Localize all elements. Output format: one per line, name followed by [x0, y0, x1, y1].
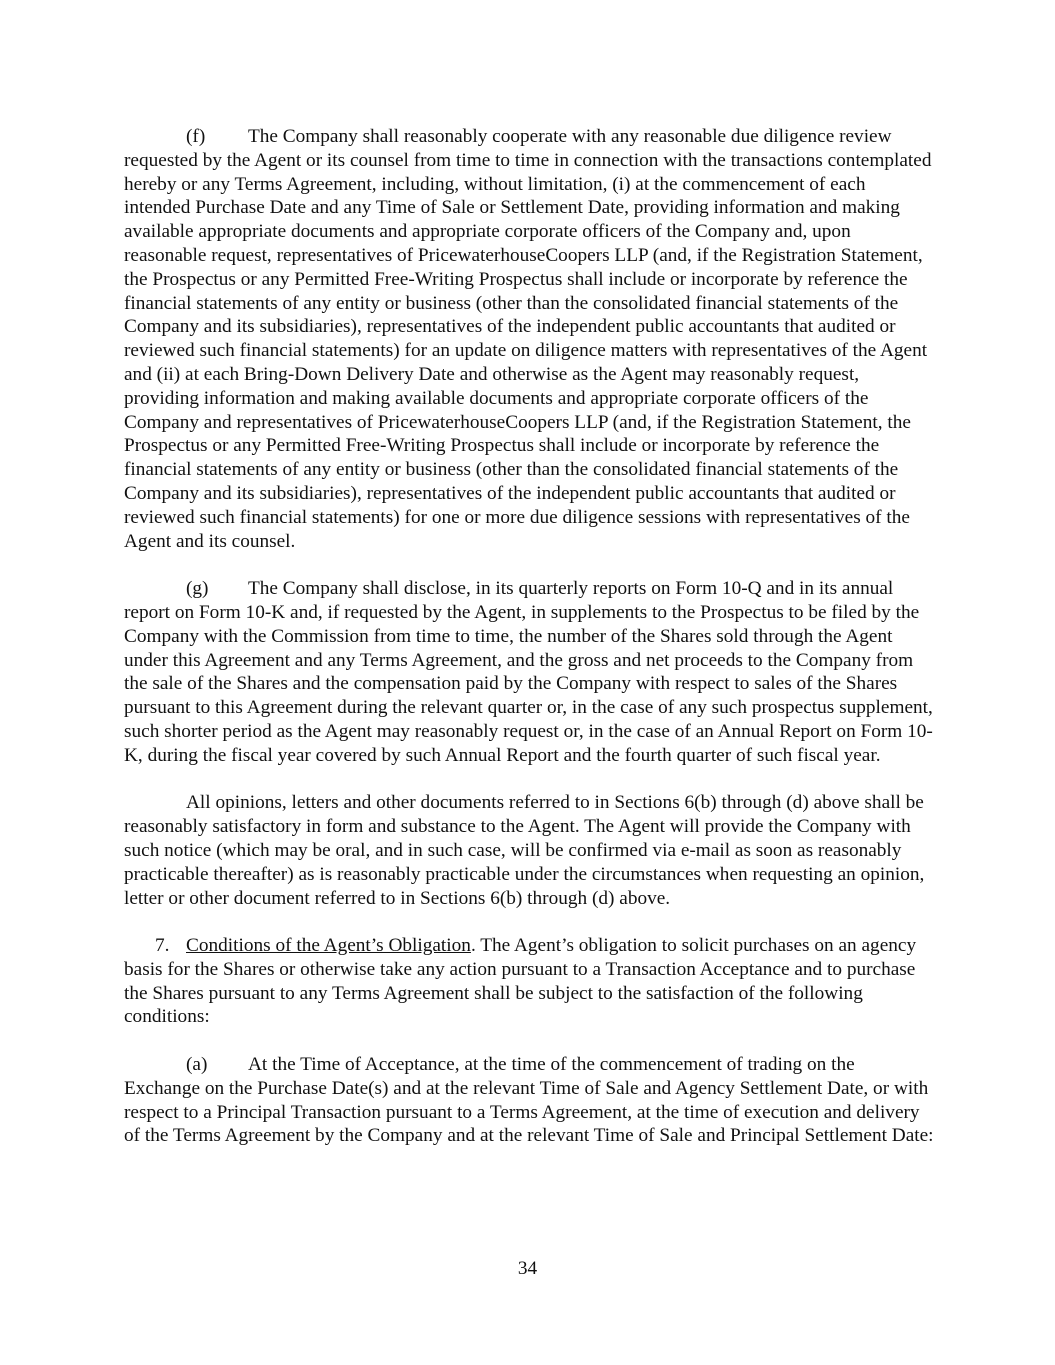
document-page: [124, 125, 934, 1172]
paragraph-f: [124, 125, 934, 553]
section-7-number: 7.: [155, 935, 170, 957]
paragraph-a-text: At the Time of Acceptance, at the time of the commencement of trading on the Exchange on the Purchase Date(s) and at the relevant Time of Sale and Agency Settlement Date, or with respect to a Principal Transaction pursuant to a Terms Agreement, at the time of execution and delivery of the Terms Agreement by the Company and at the relevant Time of Sale and Principal Settlement Date:: [124, 1054, 934, 1147]
section-7-heading: Conditions of the Agent’s Obligation: [186, 935, 471, 957]
paragraph-a: [124, 1053, 934, 1148]
paragraph-g-text: The Company shall disclose, in its quarterly reports on Form 10-Q and in its annual report on Form 10-K and, if requested by the Agent, in supplements to the Prospectus to be filed by the Company with the Commission from time to time, the number of the Shares sold through the Agent under this Agreement and any Terms Agreement, and the gross and net proceeds to the Company from the sale of the Shares and the compensation paid by the Company with respect to sales of the Shares pursuant to this Agreement during the relevant quarter or, in the case of any such prospectus supplement, such shorter period as the Agent may reasonably request or, in the case of an Annual Report on Form 10-K, during the fiscal year covered by such Annual Report and the fourth quarter of such fiscal year.: [124, 578, 933, 766]
paragraph-g: [124, 577, 934, 767]
section-7-text: . The Agent’s obligation to solicit purchases on an agency basis for the Shares or otherwise take any action pursuant to a Transaction Acceptance and to purchase the Shares pursuant to any Terms Agreement shall be subject to the satisfaction of the following conditions:: [124, 935, 917, 1028]
section-7: [124, 934, 934, 1029]
paragraph-opinions: [124, 791, 934, 910]
paragraph-f-text: The Company shall reasonably cooperate with any reasonable due diligence review requested by the Agent or its counsel from time to time in connection with the transactions contemplated hereby or any Terms Agreement, including, without limitation, (i) at the commencement of each intended Purchase Date and any Time of Sale or Settlement Date, providing information and making available appropriate documents and appropriate corporate officers of the Company and, upon reasonable request, representatives of PricewaterhouseCoopers LLP (and, if the Registration Statement, the Prospectus or any Permitted Free-Writing Prospectus shall include or incorporate by reference the financial statements of any entity or business (other than the consolidated financial statements of the Company and its subsidiaries), representatives of the independent public accountants that audited or reviewed such financial statements) for an update on diligence matters with representatives of the Agent and (ii) at each Bring-Down Delivery Date and otherwise as the Agent may reasonably request, providing information and making available documents and appropriate corporate officers of the Company and representatives of PricewaterhouseCoopers LLP (and, if the Registration Statement, the Prospectus or any Permitted Free-Writing Prospectus shall include or incorporate by reference the financial statements of any entity or business (other than the consolidated financial statements of the Company and its subsidiaries), representatives of the independent public accountants that audited or reviewed such financial statements) for one or more due diligence sessions with representatives of the Agent and its counsel.: [124, 126, 932, 552]
paragraph-marker-a: (a): [186, 1054, 208, 1076]
paragraph-marker-g: (g): [186, 578, 209, 600]
paragraph-marker-f: (f): [186, 126, 206, 147]
paragraph-opinions-text: All opinions, letters and other documents referred to in Sections 6(b) through (d) above shall be reasonably satisfactory in form and substance to the Agent. The Agent will provide the Company with such notice (which may be oral, and in such case, will be confirmed via e-mail as soon as reasonably practicable thereafter) as is reasonably practicable under the circumstances when requesting an opinion, letter or other document referred to in Sections 6(b) through (d) above.: [124, 792, 925, 909]
page-number: 34: [517, 1258, 538, 1279]
